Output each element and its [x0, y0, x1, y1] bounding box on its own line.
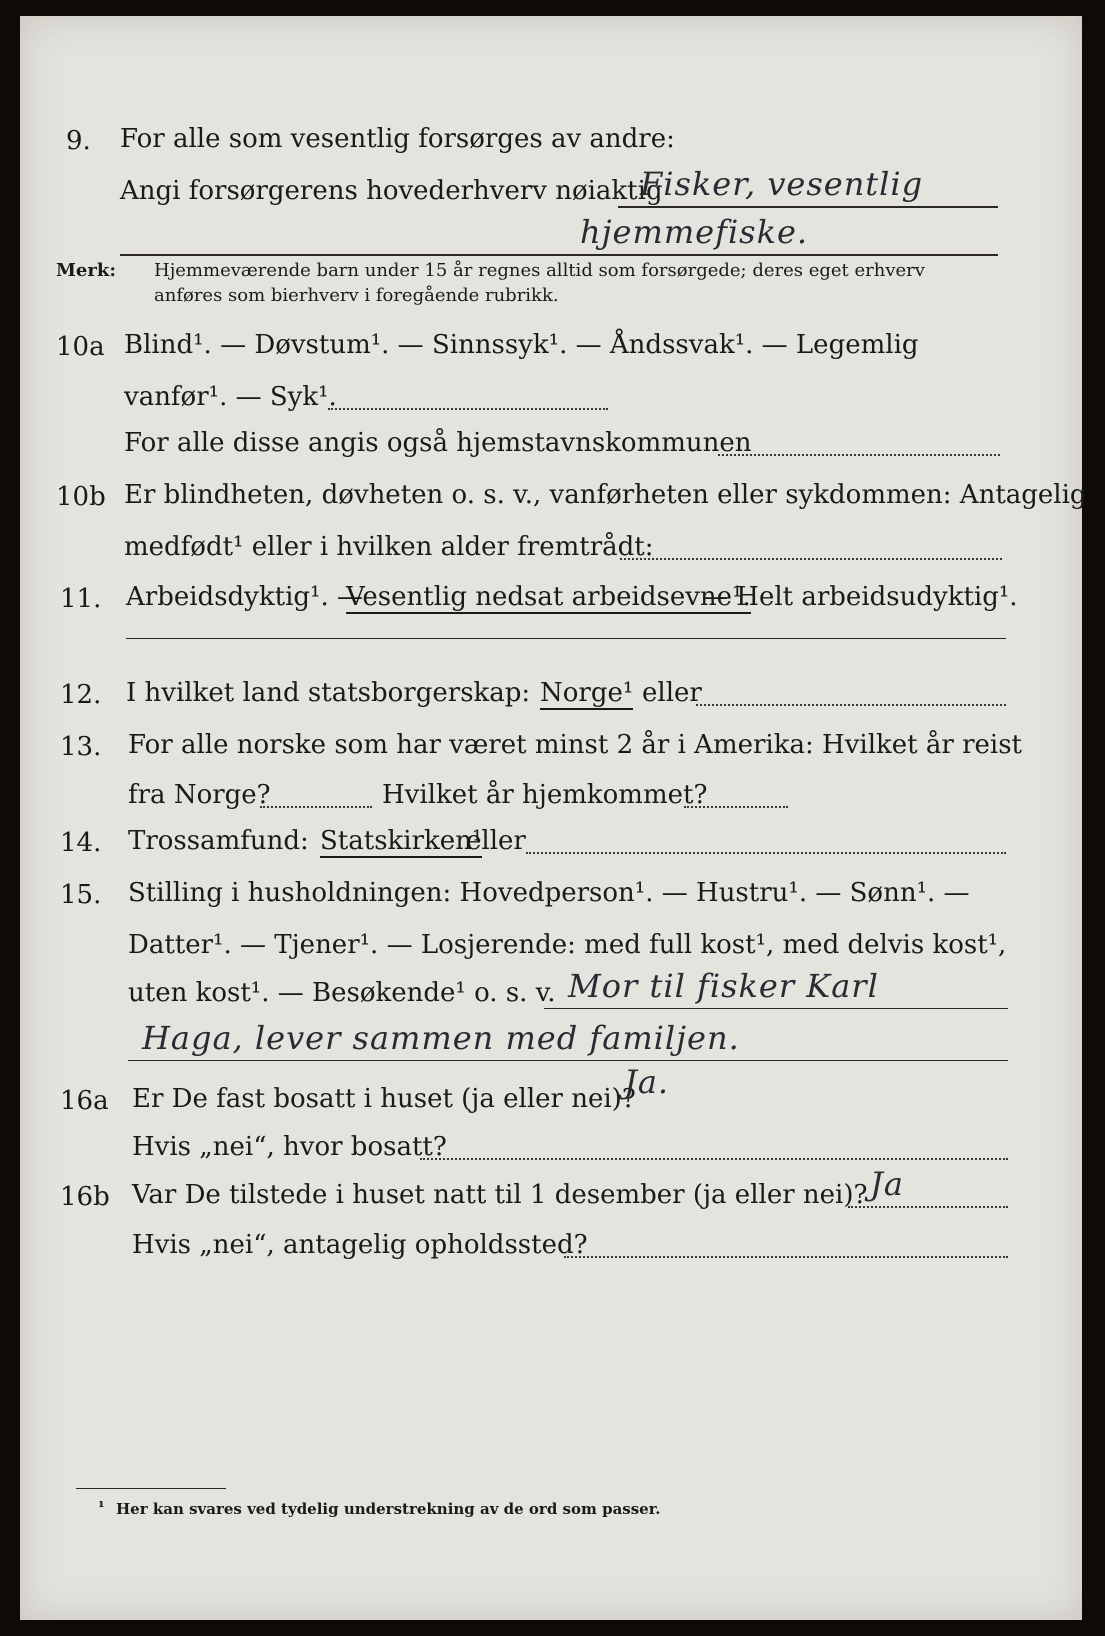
q14-part1: Trossamfund: [128, 826, 309, 856]
q9-number: 9. [66, 126, 91, 156]
q13-number: 13. [60, 732, 102, 762]
merk-line1: Hjemmeværende barn under 15 år regnes alltid som forsørgede; deres eget erhverv [154, 260, 925, 281]
q12-answer-dots [696, 704, 1006, 706]
q12-part1: I hvilket land statsborgerskap: [126, 678, 531, 708]
q15-line2: Datter¹. — Tjener¹. — Losjerende: med full kost¹, med delvis kost¹, [128, 930, 1007, 960]
q11-part1: Arbeidsdyktig¹. — [126, 582, 363, 612]
q9-answer-line2 [120, 254, 998, 256]
q16a-number: 16a [60, 1086, 109, 1116]
q12-part2-underlined[interactable]: Norge¹ [540, 678, 634, 708]
q16a-line1: Er De fast bosatt i huset (ja eller nei)? [132, 1084, 636, 1114]
footnote-text: Her kan svares ved tydelig understrekning av de ord som passer. [116, 1500, 661, 1518]
q10b-line2: medfødt¹ eller i hvilken alder fremtrådt: [124, 532, 654, 562]
q14-answer-dots [526, 852, 1006, 854]
merk-label: Merk: [56, 260, 116, 281]
q13-line2a: fra Norge? [128, 780, 271, 810]
q10a-line1: Blind¹. — Døvstum¹. — Sinnssyk¹. — Åndssvak¹. — Legemlig [124, 330, 919, 360]
q10a-answer-dots [328, 408, 608, 410]
q15-answer-line1 [544, 1008, 1008, 1009]
q10b-number: 10b [56, 482, 106, 512]
q10b-line1: Er blindheten, døvheten o. s. v., vanførheten eller sykdommen: Antagelig [124, 480, 1087, 510]
q14-part2-underlined[interactable]: Statskirken¹ [320, 826, 483, 856]
q16a-answer[interactable]: Ja. [624, 1063, 670, 1101]
q16b-number: 16b [60, 1182, 110, 1212]
q11-part3: — Helt arbeidsudyktig¹. [702, 582, 1018, 612]
q11-number: 11. [60, 584, 102, 614]
q13-hjemkommet-dots [684, 806, 788, 808]
q10b-answer-dots [620, 558, 1002, 560]
merk-line2: anføres som bierhverv i foregående rubrikk. [154, 285, 559, 306]
q9-answer1[interactable]: Fisker, vesentlig [640, 165, 924, 203]
q14-part3: eller [466, 826, 526, 856]
q16b-opholdssted-dots [564, 1256, 1008, 1258]
q13-line2b: Hvilket år hjemkommet? [382, 780, 708, 810]
footnote-rule [76, 1488, 226, 1489]
q15-answer2[interactable]: Haga, lever sammen med familjen. [142, 1019, 740, 1057]
q15-line1: Stilling i husholdningen: Hovedperson¹. — Hustru¹. — Sønn¹. — [128, 878, 970, 908]
q13-reist-dots [260, 806, 372, 808]
q16b-answer[interactable]: Ja [870, 1165, 904, 1203]
q16a-bosatt-dots [420, 1158, 1008, 1160]
q15-line3: uten kost¹. — Besøkende¹ o. s. v. [128, 978, 556, 1008]
q9-answer2[interactable]: hjemmefiske. [580, 213, 809, 251]
q15-answer-line2 [128, 1060, 1008, 1061]
q16b-answer-dots [848, 1206, 1008, 1208]
q15-answer1[interactable]: Mor til fisker Karl [568, 967, 879, 1005]
q15-number: 15. [60, 880, 102, 910]
q10a-line2: vanfør¹. — Syk¹. [124, 382, 337, 412]
q10a-line3: For alle disse angis også hjemstavnskommunen [124, 428, 752, 458]
footnote-mark: ¹ [98, 1498, 105, 1516]
q10a-number: 10a [56, 332, 105, 362]
q11-answer-line [126, 638, 1006, 639]
q13-line1: For alle norske som har været minst 2 år i Amerika: Hvilket år reist [128, 730, 1022, 760]
q16a-line2: Hvis „nei“, hvor bosatt? [132, 1132, 447, 1162]
q12-number: 12. [60, 680, 102, 710]
q11-part2-underlined[interactable]: Vesentlig nedsat arbeidsevne¹. [346, 582, 751, 612]
q9-line1: For alle som vesentlig forsørges av andre: [120, 124, 675, 154]
q10a-kommune-dots [718, 454, 1000, 456]
q16b-line2: Hvis „nei“, antagelig opholdssted? [132, 1230, 588, 1260]
q9-line2: Angi forsørgerens hovederhverv nøiaktig [120, 176, 663, 206]
q9-answer-line1 [618, 206, 998, 208]
q12-part3: eller [642, 678, 702, 708]
census-form-page [20, 16, 1087, 1620]
q14-number: 14. [60, 828, 102, 858]
q16b-line1: Var De tilstede i huset natt til 1 desember (ja eller nei)? [132, 1180, 868, 1210]
